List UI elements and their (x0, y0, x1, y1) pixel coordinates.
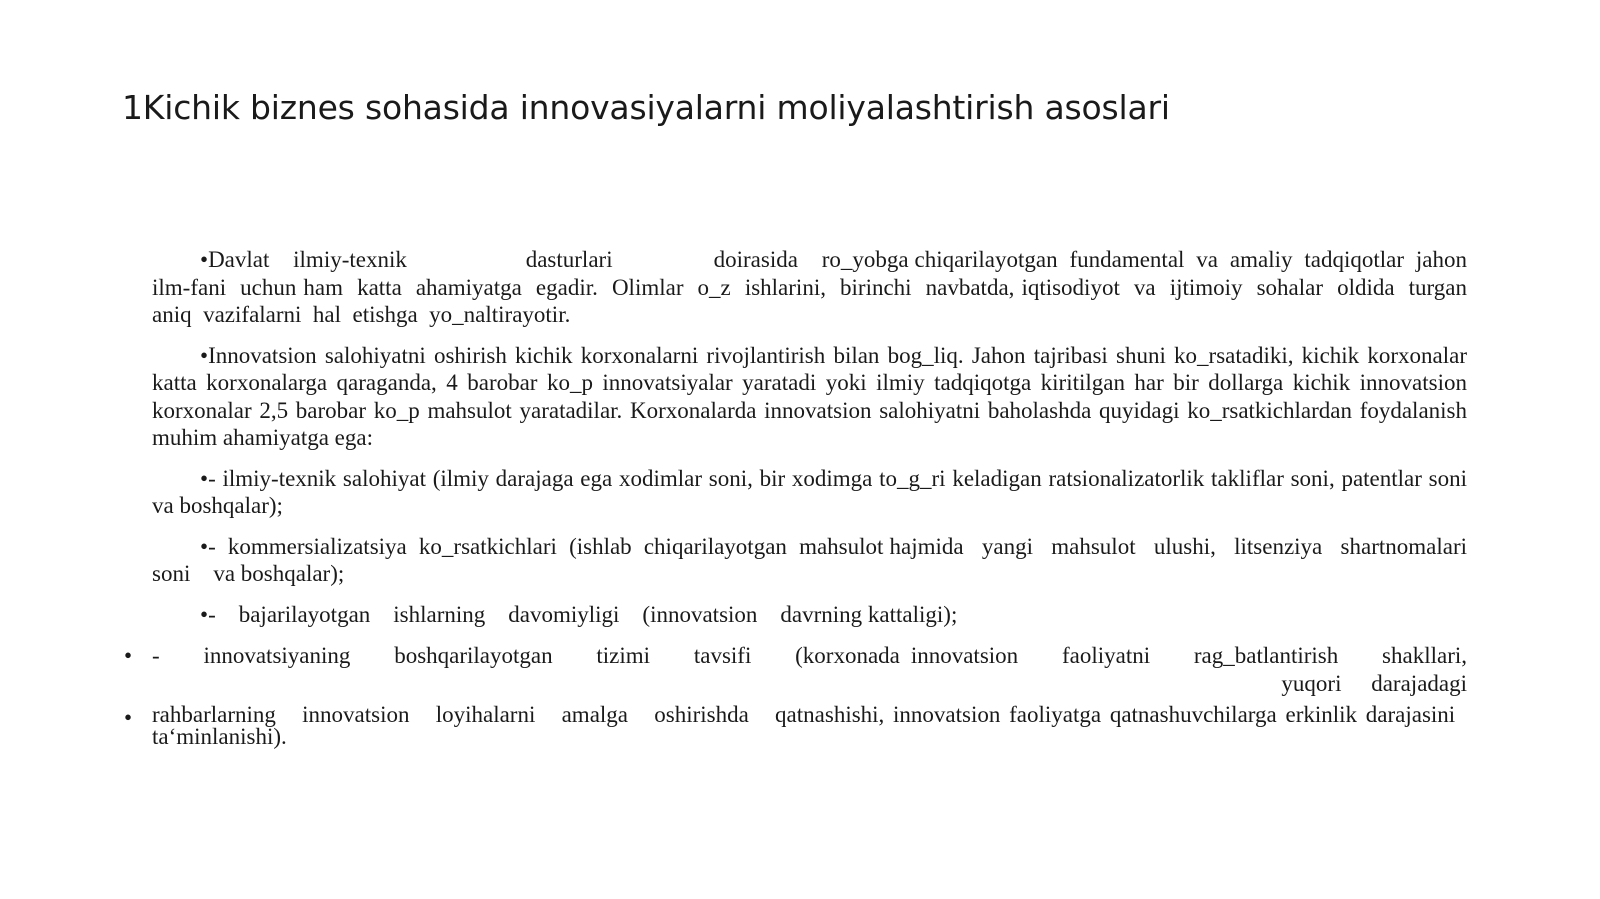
bullet-icon: • (124, 705, 133, 730)
slide-body (152, 246, 1490, 641)
paragraph-duration (152, 601, 1467, 629)
bullet-icon: • (200, 601, 209, 627)
paragraph-commercialization (152, 533, 1490, 588)
list-item-text: rahbarlarning innovatsion loyihalarni amalga oshirishda qatnashishi, innovatsion faoliyatga qatnashuvchilarga erkinlik darajasini ta‘minlanishi). (152, 702, 1464, 749)
bullet-icon: • (200, 342, 209, 368)
paragraph-state-programs (152, 246, 1479, 329)
bullet-icon: • (124, 643, 133, 668)
list-item (120, 704, 1467, 748)
list-item (120, 642, 1467, 697)
paragraph-text: Davlat ilmiy-texnik dasturlari doirasida ro_yobga chiqarilayotgan fundamental va amaliy tadqiqotlar jahon ilm-fani uchun ham katta ahamiyatga egadir. Olimlar o_z ishlarini, birinchi navbatda, iqtisodiyot va ijtimoiy sohalar oldida turgan aniq vazifalarni hal etishga yo_naltirayotir. (152, 247, 1479, 327)
paragraph-scientific-potential (152, 465, 1467, 520)
list-item-management-system (120, 642, 1467, 697)
bullet-icon: • (200, 465, 209, 491)
paragraph-text: - ilmiy-texnik salohiyat (ilmiy darajaga ega xodimlar soni, bir xodimga to_g_ri keladigan ratsionalizatorlik takliflar soni, patentlar soni va boshqalar); (152, 465, 1467, 518)
bullet-icon: • (200, 247, 209, 272)
slide-title: 1Kichik biznes sohasida innovasiyalarni moliyalashtirish asoslari (122, 88, 1170, 127)
list-item-line: yuqori darajadagi (1281, 670, 1467, 696)
paragraph-text: - kommersializatsiya ko_rsatkichlari (ishlab chiqarilayotgan mahsulot hajmida yangi mahsulot ulushi, litsenziya shartnomalari soni va boshqalar); (152, 533, 1490, 586)
list-item-line: - innovatsiyaning boshqarilayotgan tizimi tavsifi (korxonada innovatsion faoliyatni rag_batlantirish shakllari, (152, 643, 1467, 668)
paragraph-text: - bajarilayotgan ishlarning davomiyligi (innovatsion davrning kattaligi); (208, 601, 958, 627)
paragraph-innovation-potential (152, 342, 1467, 452)
paragraph-text: Innovatsion salohiyatni oshirish kichik korxonalarni rivojlantirish bilan bog_liq. Jahon tajribasi shuni ko_rsatadiki, kichik korxonalar katta korxonalarga qaraganda, 4 barobar ko_p innovatsiyalar yaratadi yoki ilmiy tadqiqotga kiritilgan har bir dollarga kichik innovatsion korxonalar 2,5 barobar ko_p mahsulot yaratadilar. Korxonalarda innovatsion salohiyatni baholashda quyidagi ko_rsatkichlardan foydalanish muhim ahamiyatga ega: (152, 342, 1467, 450)
bullet-icon: • (200, 533, 209, 559)
list-item-leaders (120, 704, 1467, 748)
